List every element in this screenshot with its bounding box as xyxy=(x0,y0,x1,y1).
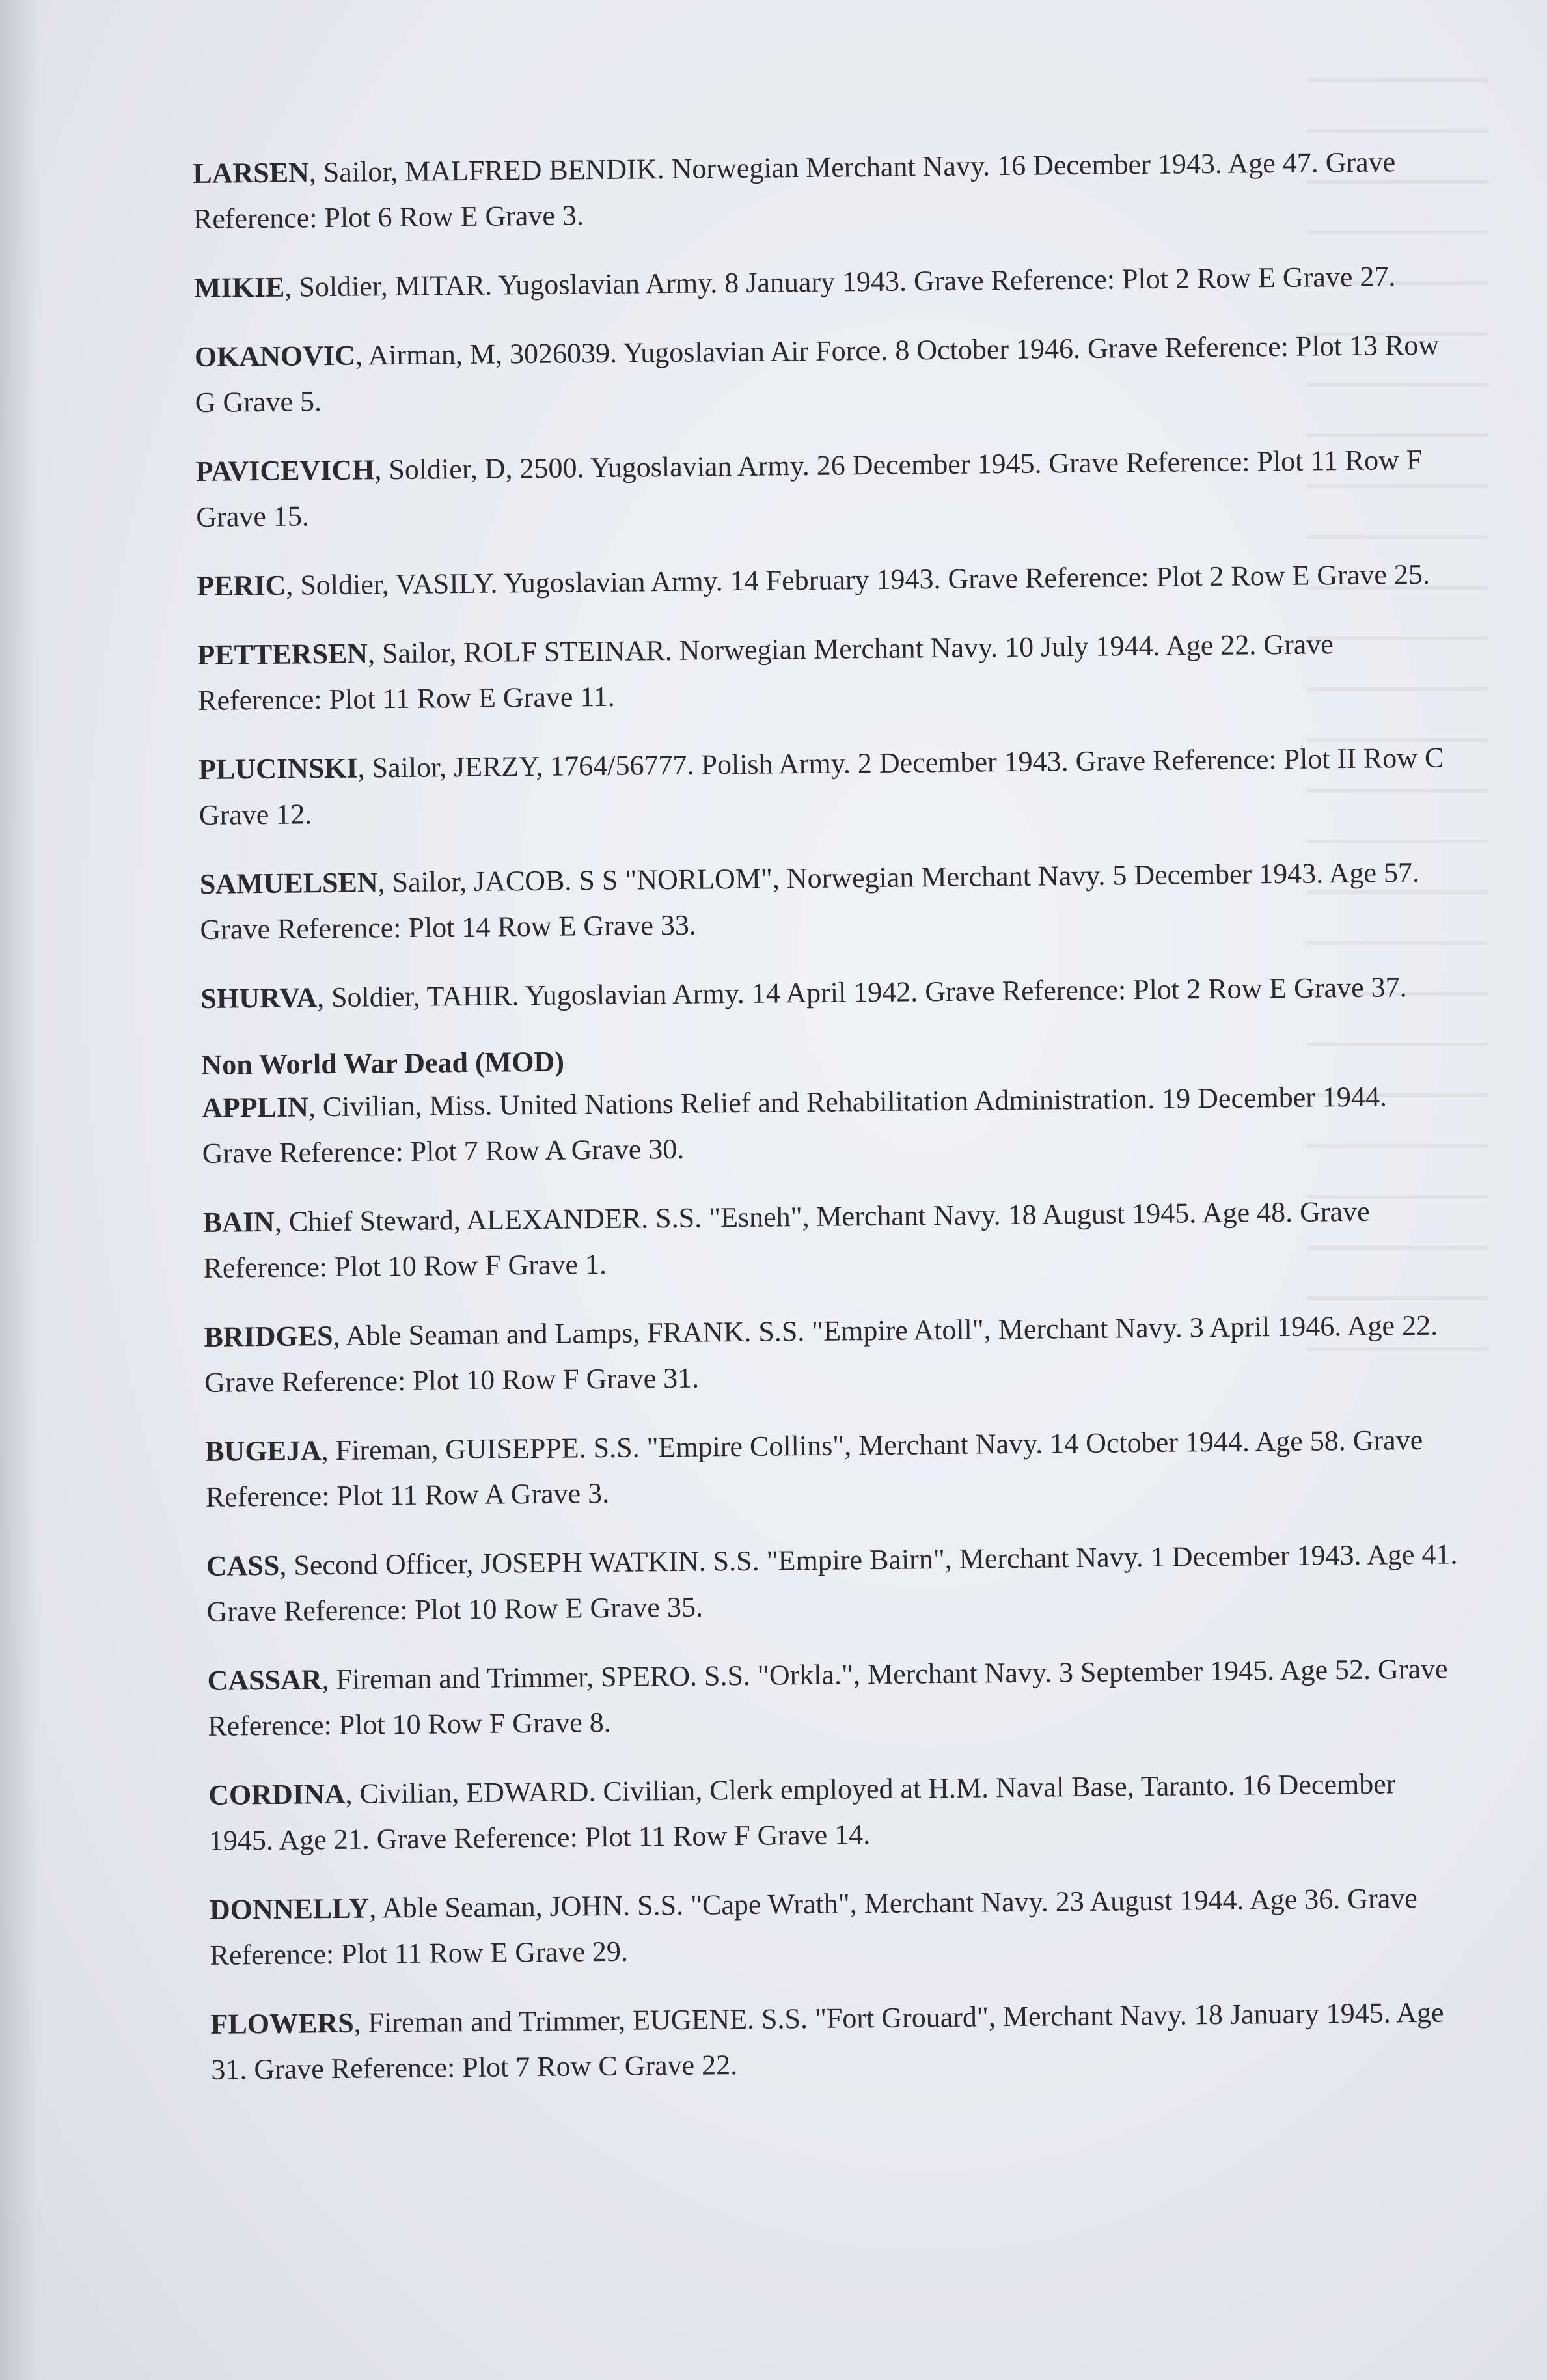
register-entry xyxy=(207,1646,1464,1749)
register-entry xyxy=(195,437,1452,540)
register-entry xyxy=(206,1531,1463,1635)
register-entry xyxy=(205,1417,1462,1520)
entry-details: , Able Seaman and Lamps, FRANK. S.S. "Empire Atoll", Merchant Navy. 3 April 1946. Age 22. Grave Reference: Plot 10 Row F Grave 31. xyxy=(204,1309,1438,1399)
entry-details: , Civilian, EDWARD. Civilian, Clerk employed at H.M. Naval Base, Taranto. 16 December 1945. Age 21. Grave Reference: Plot 11 Row F Grave 14. xyxy=(208,1768,1396,1857)
register-entry xyxy=(193,139,1449,242)
entry-details: , Soldier, D, 2500. Yugoslavian Army. 26 December 1945. Grave Reference: Plot 11 Row F Grave 15. xyxy=(196,443,1423,533)
entry-surname: CORDINA xyxy=(208,1777,346,1811)
entry-details: , Fireman, GUISEPPE. S.S. "Empire Collins", Merchant Navy. 14 October 1944. Age 58. Grave Reference: Plot 11 Row A Grave 3. xyxy=(205,1423,1423,1513)
entry-surname: DONNELLY xyxy=(209,1892,370,1926)
entry-details: , Fireman and Trimmer, EUGENE. S.S. "Fort Grouard", Merchant Navy. 18 January 1945. Age 31. Grave Reference: Plot 7 Row C Grave 22. xyxy=(211,1996,1444,2086)
page-edge-shadow xyxy=(0,0,39,2380)
register-entry xyxy=(202,1073,1458,1177)
entry-details: , Fireman and Trimmer, SPERO. S.S. "Orkla.", Merchant Navy. 3 September 1945. Age 52. Grave Reference: Plot 10 Row F Grave 8. xyxy=(207,1652,1448,1742)
entry-surname: APPLIN xyxy=(201,1091,309,1124)
register-entry xyxy=(195,322,1451,426)
entry-surname: MIKIE xyxy=(193,271,285,304)
register-entry xyxy=(204,1302,1460,1406)
entry-details: , Chief Steward, ALEXANDER. S.S. "Esneh", Merchant Navy. 18 August 1945. Age 48. Grave Reference: Plot 10 Row F Grave 1. xyxy=(203,1195,1370,1284)
entry-details: , Soldier, VASILY. Yugoslavian Army. 14 February 1943. Grave Reference: Plot 2 Row E Grave 25. xyxy=(286,558,1431,601)
entry-surname: PLUCINSKI xyxy=(198,752,358,786)
entry-surname: SAMUELSEN xyxy=(199,866,378,900)
entry-details: , Airman, M, 3026039. Yugoslavian Air Force. 8 October 1946. Grave Reference: Plot 13 Row G Grave 5. xyxy=(195,329,1440,418)
register-entry xyxy=(194,253,1451,311)
entry-surname: SHURVA xyxy=(200,981,318,1015)
entry-surname: CASSAR xyxy=(207,1663,322,1697)
register-entry xyxy=(210,1875,1466,1978)
entry-surname: LARSEN xyxy=(193,156,310,189)
register-entry xyxy=(199,735,1455,838)
entry-details: , Sailor, JACOB. S S "NORLOM", Norwegian Merchant Navy. 5 December 1943. Age 57. Grave Reference: Plot 14 Row E Grave 33. xyxy=(200,856,1420,946)
grave-register-list xyxy=(193,139,1468,2116)
register-entry xyxy=(202,1188,1459,1291)
entry-details: , Civilian, Miss. United Nations Relief and Rehabilitation Administration. 19 December 1944. Grave Reference: Plot 7 Row A Grave 30. xyxy=(202,1080,1388,1169)
entry-surname: OKANOVIC xyxy=(194,339,356,373)
entry-surname: PAVICEVICH xyxy=(195,454,375,487)
register-entry xyxy=(210,1990,1467,2093)
entry-details: , Soldier, TAHIR. Yugoslavian Army. 14 April 1942. Grave Reference: Plot 2 Row E Grave 37. xyxy=(316,971,1407,1014)
register-entry xyxy=(197,551,1453,609)
entry-details: , Soldier, MITAR. Yugoslavian Army. 8 January 1943. Grave Reference: Plot 2 Row E Grave 27. xyxy=(284,260,1396,303)
entry-details: , Second Officer, JOSEPH WATKIN. S.S. "Empire Bairn", Merchant Navy. 1 December 1943. Age 41. Grave Reference: Plot 10 Row E Grave 35. xyxy=(206,1538,1458,1628)
register-entry xyxy=(197,620,1454,724)
entry-surname: BAIN xyxy=(202,1205,275,1238)
entry-surname: BUGEJA xyxy=(204,1434,322,1468)
entry-details: , Sailor, ROLF STEINAR. Norwegian Merchant Navy. 10 July 1944. Age 22. Grave Reference: Plot 11 Row E Grave 11. xyxy=(197,628,1334,717)
entry-surname: PERIC xyxy=(197,569,286,602)
entry-details: , Sailor, JERZY, 1764/56777. Polish Army. 2 December 1943. Grave Reference: Plot II Row C Grave 12. xyxy=(199,741,1444,831)
entry-surname: CASS xyxy=(206,1549,280,1582)
register-entry xyxy=(208,1760,1465,1864)
section-heading: Non World War Dead (MOD) xyxy=(201,1045,565,1081)
register-entry xyxy=(200,964,1457,1022)
entry-surname: PETTERSEN xyxy=(197,637,368,671)
register-entry xyxy=(199,849,1456,953)
entry-surname: BRIDGES xyxy=(204,1320,333,1353)
entry-details: , Sailor, MALFRED BENDIK. Norwegian Merchant Navy. 16 December 1943. Age 47. Grave Reference: Plot 6 Row E Grave 3. xyxy=(193,146,1396,235)
entry-details: , Able Seaman, JOHN. S.S. "Cape Wrath", Merchant Navy. 23 August 1944. Age 36. Grave Reference: Plot 11 Row E Grave 29. xyxy=(210,1882,1418,1971)
entry-surname: FLOWERS xyxy=(210,2006,354,2040)
